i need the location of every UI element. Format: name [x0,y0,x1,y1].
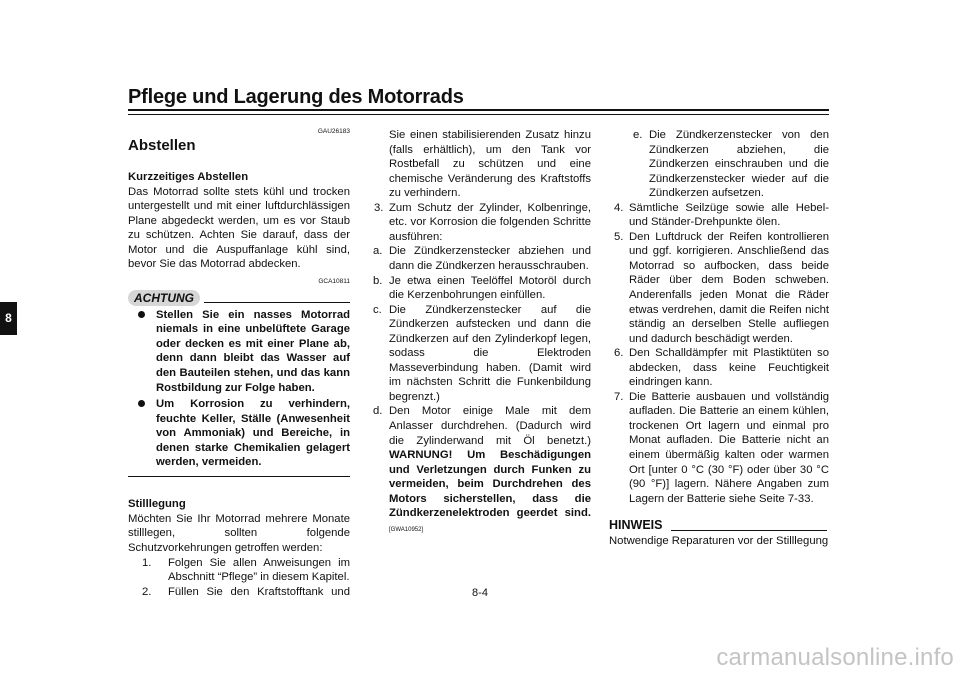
column-3 [609,128,829,549]
section-title: Abstellen [128,137,196,154]
column-2 [369,128,591,537]
column-1 [128,128,350,599]
note-rule [671,530,827,531]
short-term-paragraph: Das Motorrad sollte stets kühl und trocken untergestellt und mit einer luftdurchlässigen Plane abgedeckt werden, um es vor Staub zu schützen. Achten Sie darauf, dass der Motor und die Auspuffanlage kühl sind, bevor Sie das Motorrad abdecken. [128,185,350,271]
note-label: HINWEIS [609,518,663,533]
subheading-storage: Stilllegung [128,498,186,511]
page-number: 8-4 [472,587,488,599]
storage-step-7: 7. Die Batterie ausbauen und vollständig aufladen. Die Batterie an einem kühlen, trockenen Ort lagern und einmal pro Monat aufladen. Die Batterie nicht an einem übermäßig kalten oder warmen Ort [unter 0 °C (30 °F) oder über 30 °C (90 °F)] lagern. Nähere Angaben zum Lagern der Batterie siehe Seite 7-33. [614,390,829,505]
caution-bullet-1: Stellen Sie ein nasses Motorrad niemals in eine unbelüftete Garage oder decken es mit einer Plane ab, denn dann bleibt das Wasser auf den Bauteilen stehen, und das kann Rostbildung zur Folge haben. [128,308,350,395]
subheading-short-term: Kurzzeitiges Abstellen [128,171,249,183]
page-title: Pflege und Lagerung des Motorrads [128,86,464,108]
watermark: carmanualsonline.info [716,644,954,671]
storage-step-5: 5. Den Luftdruck der Reifen kontrollieren und ggf. korrigieren. Anschließend das Motorrad so aufbocken, dass beide Räder über dem Boden schweben. Anderenfalls jeden Monat die Räder etwas verdrehen, damit die Reifen nicht ständig an derselben Stelle aufliegen und dadurch beschädigt werden. [614,230,829,345]
note-text: Notwendige Reparaturen vor der Stilllegung [609,535,829,548]
storage-step-3b: b. Je etwa einen Teelöffel Motoröl durch die Kerzenbohrungen einfüllen. [373,274,591,302]
bullet-dot-icon [138,400,145,407]
caution-badge: ACHTUNG [128,290,200,306]
storage-step-4: 4. Sämtliche Seilzüge sowie alle Hebel- und Ständer-Drehpunkte ölen. [614,201,829,229]
section-code: GAU26183 [317,128,350,135]
header-rule-thin [128,114,829,115]
warning-text: WARNUNG! Um Beschädigungen und Verletzungen durch Funken zu vermeiden, beim Durchdrehen des Motors sicherstellen, dass die Zündkerzenelektroden geerdet sind. [389,449,591,520]
storage-step-1: 1. Folgen Sie allen Anweisungen im Abschnitt “Pflege” in diesem Kapitel. [142,556,350,584]
note-header [609,518,829,534]
caution-bullet-2: Um Korrosion zu verhindern, feuchte Keller, Ställe (Anwesenheit von Ammoniak) und Bereiche, in denen starke Chemikalien gelagert werden, vermeiden. [128,397,350,470]
warning-code: [GWA10952] [389,526,424,533]
storage-step-2-continued: Sie einen stabilisierenden Zusatz hinzu (falls erhältlich), um den Tank vor Rostbefall zu schützen und eine chemische Veränderung des Kraftstoffs zu verhindern. [389,129,591,200]
storage-step-3e: e. Die Zündkerzenstecker von den Zündkerzen abziehen, die Zündkerzen einschrauben und die Zündkerzenstecker wieder auf die Zündkerzen aufsetzen. [633,129,829,200]
bullet-dot-icon [138,311,145,318]
storage-step-3a: a. Die Zündkerzenstecker abziehen und dann die Zündkerzen herausschrauben. [373,245,591,272]
caution-header [128,290,350,306]
chapter-tab: 8 [0,302,17,335]
storage-step-3d: d. Den Motor einige Male mit dem Anlasser durchdrehen. (Dadurch wird die Zylinderwand mit Öl benetzt.) WARNUNG! Um Beschädigungen und Verletzungen durch Funken zu vermeiden, beim Durchdrehen des Motors sicherstellen, dass die Zündkerzenelektroden geerdet sind.[GWA10952] [373,405,591,533]
storage-step-2: 2. Füllen Sie den Kraftstofftank und [142,585,350,598]
storage-step-3c: c. Die Zündkerzenstecker auf die Zündkerzen aufstecken und dann die Zündkerzen auf den Zylinderkopf legen, sodass die Elektroden Masseverbindung haben. (Damit wird im nächsten Schritt die Funkenbildung begrenzt.) [373,303,591,403]
storage-intro: Möchten Sie Ihr Motorrad mehrere Monate stilllegen, sollten folgende Schutzvorkehrungen getroffen werden: [128,512,350,554]
storage-step-6: 6. Den Schalldämpfer mit Plastiktüten so abdecken, dass keine Feuchtigkeit eindringen kann. [614,347,829,389]
caution-code: GCA10811 [318,277,350,285]
header-rule-thick [128,109,829,111]
storage-step-3: 3. Zum Schutz der Zylinder, Kolbenringe, etc. vor Korrosion die folgenden Schritte ausführen: [374,201,591,243]
caution-rule [204,302,350,304]
caution-end-rule [128,476,350,478]
